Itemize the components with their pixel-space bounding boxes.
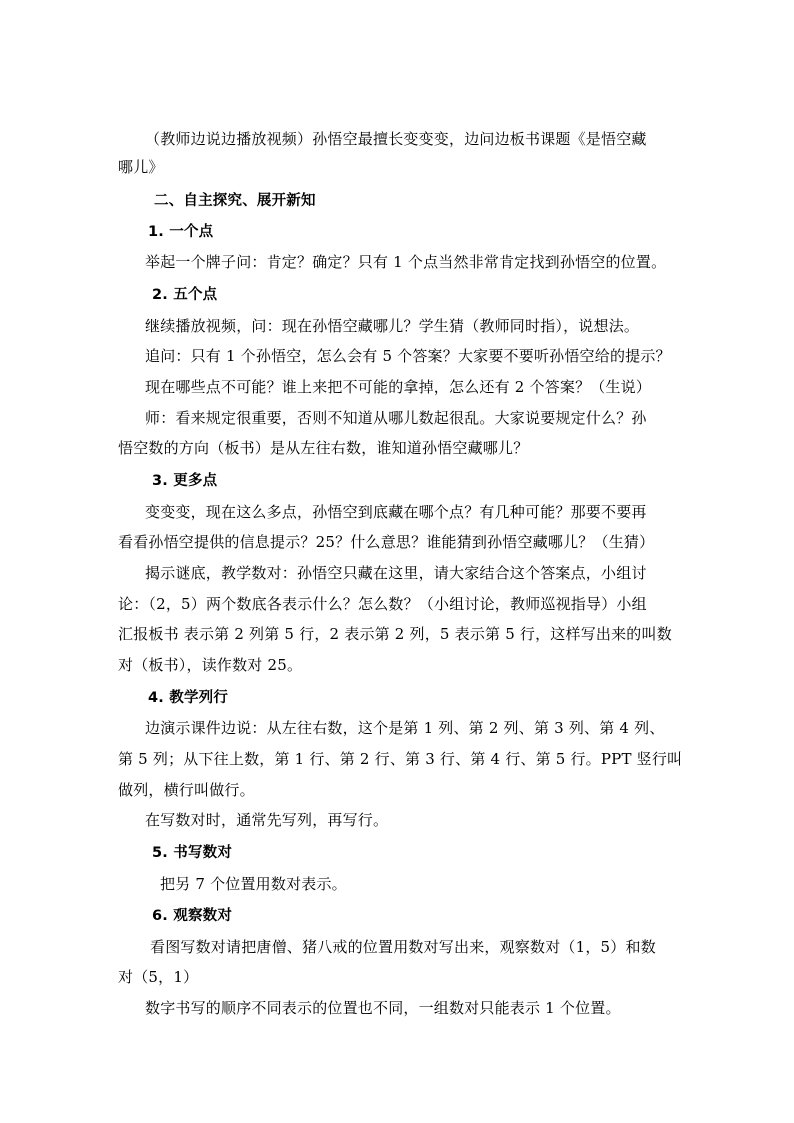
- paragraph-2-line-1: 继续播放视频，问：现在孙悟空藏哪儿？学生猜（教师同时指），说想法。: [145, 317, 640, 335]
- subheading-3: 3. 更多点: [152, 473, 218, 489]
- paragraph-6-line-2: 对（5，1）: [118, 968, 199, 986]
- paragraph-6-line-1: 看图写数对请把唐僧、猪八戒的位置用数对写出来，观察数对（1，5）和数: [150, 938, 656, 956]
- paragraph-5: 把另 7 个位置用数对表示。: [160, 875, 347, 893]
- paragraph-2-line-2: 追问：只有 1 个孙悟空，怎么会有 5 个答案？大家要不要听孙悟空给的提示？: [145, 347, 671, 365]
- paragraph-3-line-3: 揭示谜底，教学数对：孙悟空只藏在这里，请大家结合这个答案点，小组讨: [145, 564, 647, 582]
- paragraph-3-line-4: 论：（2，5）两个数底各表示什么？怎么数？（小组讨论，教师巡视指导）小组: [118, 595, 647, 613]
- paragraph-2-line-4: 师：看来规定很重要，否则不知道从哪儿数起很乱。大家说要规定什么？孙: [145, 409, 647, 427]
- paragraph-2-line-3: 现在哪些点不可能？谁上来把不可能的拿掉，怎么还有 2 个答案？（生说）: [145, 378, 652, 396]
- subheading-5: 5. 书写数对: [152, 845, 233, 861]
- paragraph-3-line-5: 汇报板书 表示第 2 列第 5 行，2 表示第 2 列，5 表示第 5 行，这样写出来的叫数: [118, 625, 672, 643]
- paragraph-3-line-1: 变变变，现在这么多点，孙悟空到底藏在哪个点？有几种可能？那要不要再: [145, 503, 647, 521]
- paragraph-3-line-6: 对（板书），读作数对 25。: [118, 656, 303, 674]
- section-heading: 二、自主探究、展开新知: [154, 193, 316, 209]
- paragraph-3-line-2: 看看孙悟空提供的信息提示？25？什么意思？谁能猜到孙悟空藏哪儿？（生猜）: [118, 533, 655, 551]
- paragraph-intro-line-2: 哪儿》: [118, 158, 164, 176]
- subheading-6: 6. 观察数对: [152, 908, 233, 924]
- subheading-4: 4. 教学列行: [148, 690, 229, 706]
- subheading-2: 2. 五个点: [152, 287, 218, 303]
- subheading-1: 1. 一个点: [148, 224, 214, 240]
- paragraph-4-line-3: 做列，横行叫做行。: [118, 781, 255, 799]
- paragraph-1: 举起一个牌子问：肯定？确定？只有 1 个点当然非常肯定找到孙悟空的位置。: [145, 253, 667, 271]
- paragraph-4-line-4: 在写数对时，通常先写列，再写行。: [145, 811, 389, 829]
- paragraph-4-line-2: 第 5 列；从下往上数，第 1 行、第 2 行、第 3 行、第 4 行、第 5 行。PPT 竖行叫: [118, 750, 683, 768]
- paragraph-2-line-5: 悟空数的方向（板书）是从左往右数，谁知道孙悟空藏哪儿？: [118, 439, 529, 457]
- paragraph-intro-line-1: （教师边说边播放视频）孙悟空最擅长变变变，边问边板书课题《是悟空藏: [145, 130, 647, 148]
- paragraph-6-line-3: 数字书写的顺序不同表示的位置也不同，一组数对只能表示 1 个位置。: [145, 999, 621, 1017]
- paragraph-4-line-1: 边演示课件边说：从左往右数，这个是第 1 列、第 2 列、第 3 列、第 4 列、: [145, 719, 665, 737]
